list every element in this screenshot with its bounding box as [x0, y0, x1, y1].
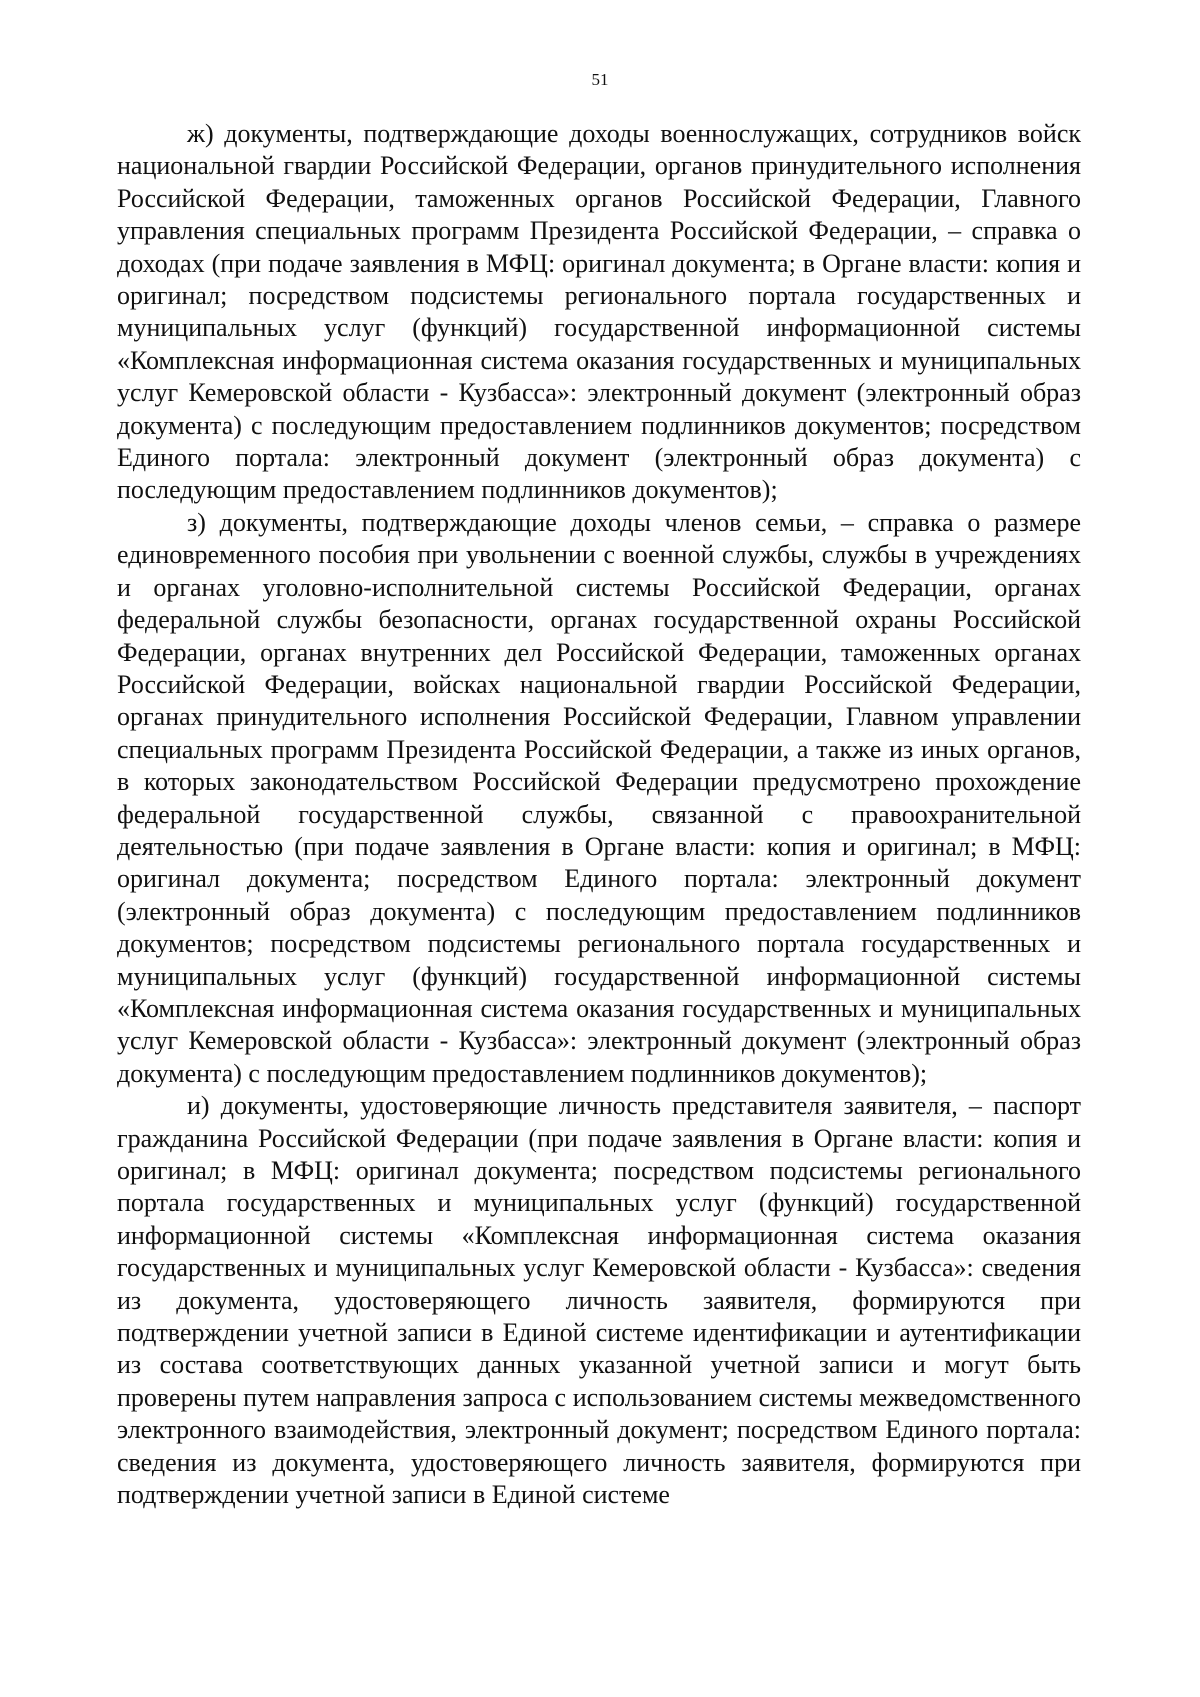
- paragraph-i: и) документы, удостоверяющие личность представителя заявителя, – паспорт гражданина Российской Федерации (при подаче заявления в Органе власти: копия и оригинал; в МФЦ: оригинал документа; посредством подсистемы регионального портала государственных и муниципальных услуг (функций) государственной информационной системы «Комплексная информационная система оказания государственных и муниципальных услуг Кемеровской области - Кузбасса»: сведения из документа, удостоверяющего личность заявителя, формируются при подтверждении учетной записи в Единой системе идентификации и аутентификации из состава соответствующих данных указанной учетной записи и могут быть проверены путем направления запроса с использованием системы межведомственного электронного взаимодействия, электронный документ; посредством Единого портала: сведения из документа, удостоверяющего личность заявителя, формируются при подтверждении учетной записи в Единой системе: [117, 1091, 1081, 1510]
- page-number: 51: [591, 70, 609, 89]
- paragraph-zh: ж) документы, подтверждающие доходы военнослужащих, сотрудников войск национальной гвардии Российской Федерации, органов принудительного исполнения Российской Федерации, таможенных органов Российской Федерации, Главного управления специальных программ Президента Российской Федерации, – справка о доходах (при подаче заявления в МФЦ: оригинал документа; в Органе власти: копия и оригинал; посредством подсистемы регионального портала государственных и муниципальных услуг (функций) государственной информационной системы «Комплексная информационная система оказания государственных и муниципальных услуг Кемеровской области - Кузбасса»: электронный документ (электронный образ документа) с последующим предоставлением подлинников документов; посредством Единого портала: электронный документ (электронный образ документа) с последующим предоставлением подлинников документов);: [117, 119, 1081, 505]
- document-body: [117, 118, 1081, 1511]
- paragraph-z: з) документы, подтверждающие доходы членов семьи, – справка о размере единовременного пособия при увольнении с военной службы, службы в учреждениях и органах уголовно-исполнительной системы Российской Федерации, органах федеральной службы безопасности, органах государственной охраны Российской Федерации, органах внутренних дел Российской Федерации, таможенных органах Российской Федерации, войсках национальной гвардии Российской Федерации, органах принудительного исполнения Российской Федерации, Главном управлении специальных программ Президента Российской Федерации, а также из иных органов, в которых законодательством Российской Федерации предусмотрено прохождение федеральной государственной службы, связанной с правоохранительной деятельностью (при подаче заявления в Органе власти: копия и оригинал; в МФЦ: оригинал документа; посредством Единого портала: электронный документ (электронный образ документа) с последующим предоставлением подлинников документов; посредством подсистемы регионального портала государственных и муниципальных услуг (функций) государственной информационной системы «Комплексная информационная система оказания государственных и муниципальных услуг Кемеровской области - Кузбасса»: электронный документ (электронный образ документа) с последующим предоставлением подлинников документов);: [117, 507, 1081, 1088]
